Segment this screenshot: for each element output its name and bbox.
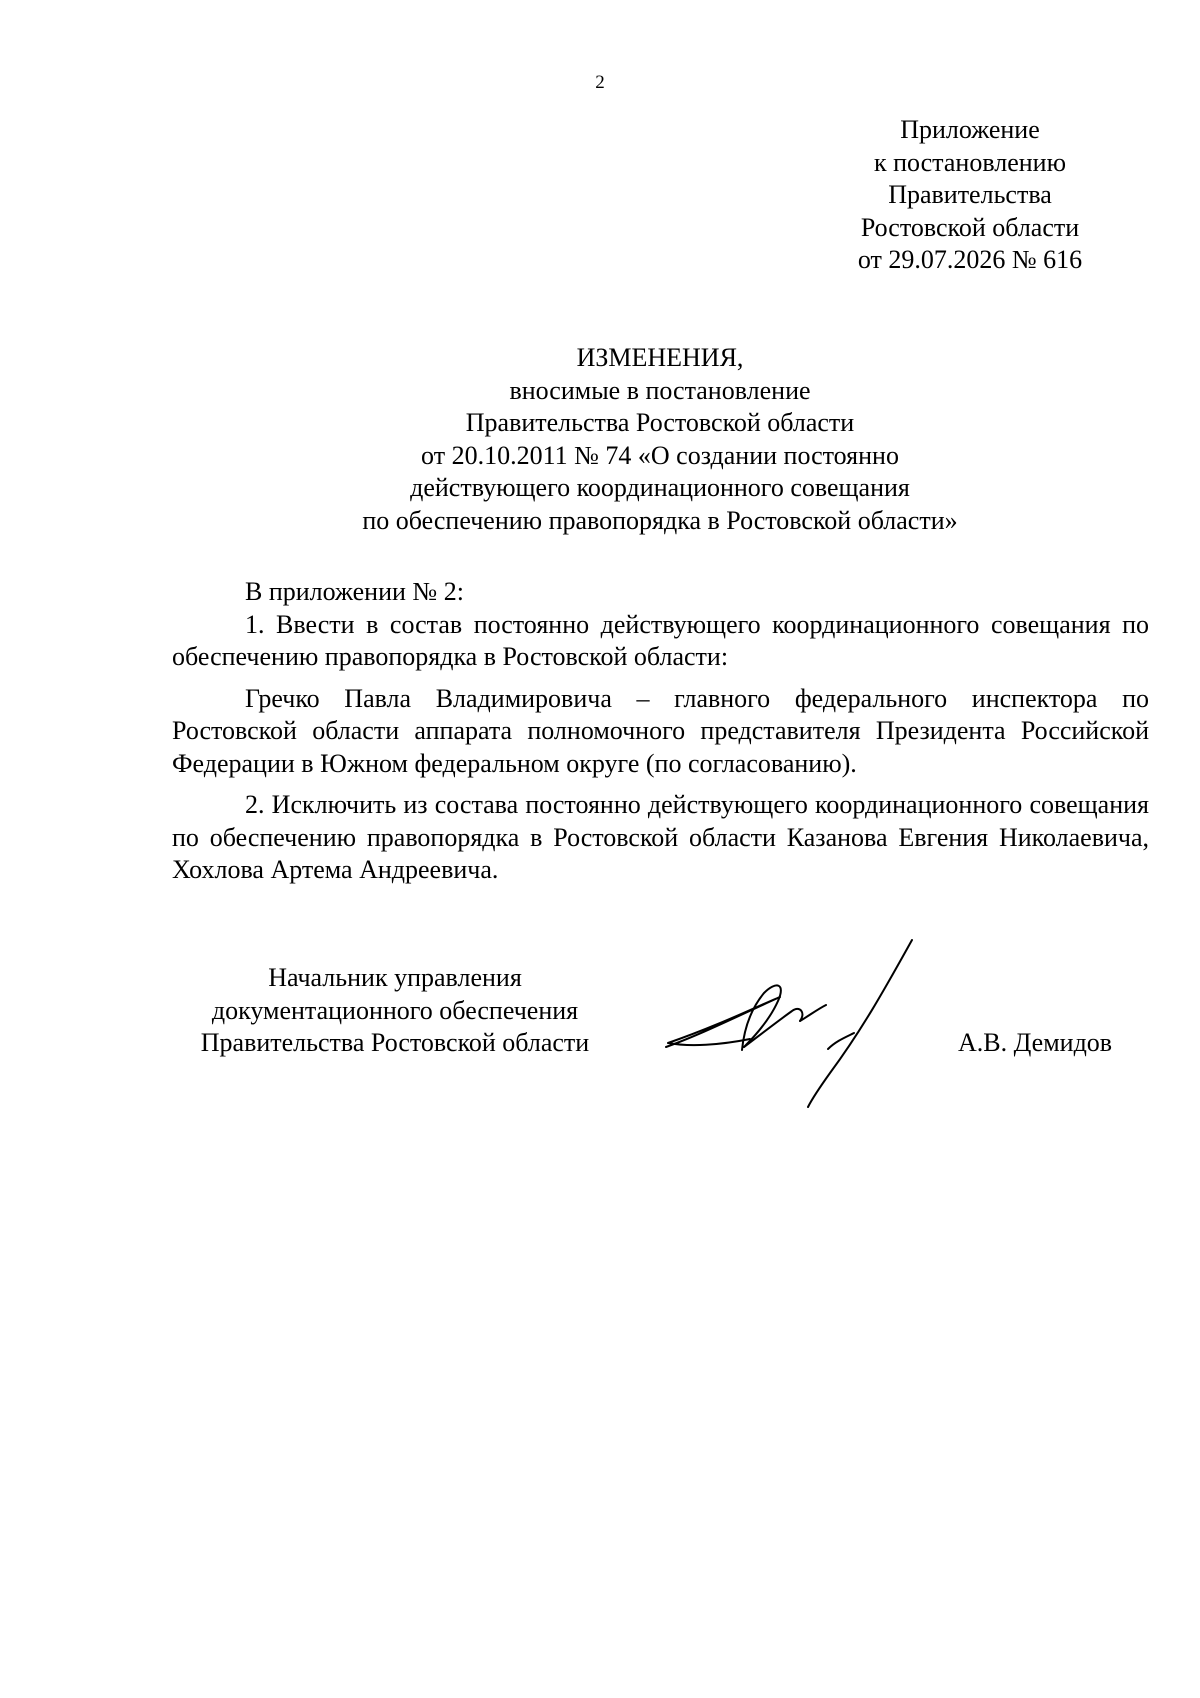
appendix-header [800, 114, 1140, 277]
body-item-2: 2. Исключить из состава постоянно действующего координационного совещания по обеспечению правопорядка в Ростовской области Казанова Евгения Николаевича, Хохлова Артема Андреевича. [172, 790, 1149, 884]
appendix-line: к постановлению [873, 147, 1067, 177]
signatory-position-line: Правительства Ростовской области [200, 1028, 590, 1057]
appendix-line: Ростовской области [860, 212, 1080, 242]
signatory-position [165, 962, 625, 1060]
title-line: вносимые в постановление [509, 375, 811, 405]
handwritten-signature [660, 935, 960, 1110]
title-line: по обеспечению правопорядка в Ростовской области» [362, 505, 958, 535]
document-title [170, 342, 1150, 537]
appendix-line: Приложение [900, 115, 1040, 144]
document-body [172, 576, 1149, 887]
signatory-position-line: Начальник управления [268, 963, 522, 992]
appendix-line: от 29.07.2026 № 616 [857, 245, 1083, 274]
title-line: от 20.10.2011 № 74 «О создании постоянно [421, 440, 899, 470]
appendix-line: Правительства [888, 180, 1052, 209]
signatory-name: А.В. Демидов [958, 1028, 1113, 1057]
body-item-1-person: Гречко Павла Владимировича – главного федерального инспектора по Ростовской области аппарата полномочного представителя Президента Российской Федерации в Южном федеральном округе (по согласованию). [172, 683, 1149, 778]
signatory-position-line: документационного обеспечения [211, 995, 579, 1025]
body-item-1: 1. Ввести в состав постоянно действующего координационного совещания по обеспечению правопорядка в Ростовской области: [172, 609, 1149, 671]
page-number: 2 [595, 72, 605, 93]
title-heading: ИЗМЕНЕНИЯ, [576, 343, 744, 372]
title-line: Правительства Ростовской области [465, 408, 855, 437]
body-intro: В приложении № 2: [245, 577, 464, 606]
title-line: действующего координационного совещания [410, 473, 910, 502]
